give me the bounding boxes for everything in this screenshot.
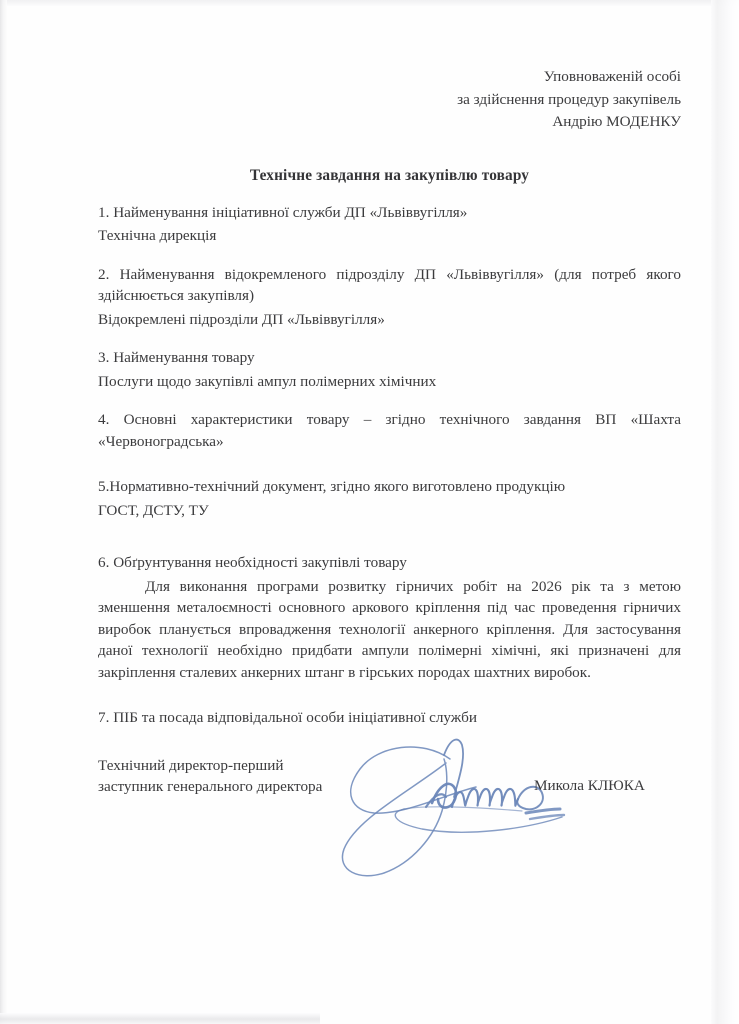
signatory-role-line-2: заступник генерального директора bbox=[98, 778, 323, 795]
section-3 bbox=[98, 347, 681, 392]
section-3-heading: 3. Найменування товару bbox=[98, 349, 255, 366]
section-6 bbox=[98, 552, 681, 683]
addressee-line-3: Андрію МОДЕНКУ bbox=[552, 113, 681, 130]
signatory-name: Микола КЛЮКА bbox=[534, 776, 645, 794]
signatory-role-line-1: Технічний директор-перший bbox=[98, 756, 284, 774]
addressee-line-1: Уповноваженій особі bbox=[543, 68, 681, 85]
section-6-heading: 6. Обґрунтування необхідності закупівлі товару bbox=[98, 554, 407, 571]
document-content bbox=[98, 0, 681, 875]
section-2 bbox=[98, 264, 681, 331]
section-1 bbox=[98, 202, 681, 247]
section-7-heading: 7. ПІБ та посада відповідальної особи ініціативної служби bbox=[98, 709, 477, 726]
section-1-heading: 1. Найменування ініціативної служби ДП «Львіввугілля» bbox=[98, 203, 468, 221]
section-4 bbox=[98, 409, 681, 452]
addressee-block bbox=[98, 66, 681, 134]
section-5 bbox=[98, 476, 681, 521]
section-5-body: ГОСТ, ДСТУ, ТУ bbox=[98, 501, 209, 519]
section-2-heading: 2. Найменування відокремленого підрозділу ДП «Львіввугілля» (для потреб якого здійснюється закупівля) bbox=[98, 265, 681, 304]
handwritten-signature-icon bbox=[326, 725, 626, 885]
scan-edge-left bbox=[0, 0, 7, 1024]
section-1-body: Технічна дирекція bbox=[98, 227, 217, 244]
page-title: Технічне завдання на закупівлю товару bbox=[249, 166, 530, 184]
section-4-heading: 4. Основні характеристики товару – згідно технічного завдання ВП «Шахта «Червоноградська» bbox=[98, 411, 681, 450]
signatory-role bbox=[98, 755, 322, 798]
section-6-body: Для виконання програми розвитку гірничих робіт на 2026 рік та з метою зменшення металоємності основного аркового кріплення під час проведення гірничих виробок планується впровадження технології анкерного кріплення. Для застосування даної технології необхідно придбати ампули полімерні хімічні, які призначені для закріплення сталевих анкерних штанг в гірських породах шахтних виробок. bbox=[98, 577, 681, 681]
section-2-body: Відокремлені підрозділи ДП «Львіввугілля» bbox=[98, 310, 385, 328]
scan-edge-bottom bbox=[0, 1013, 320, 1024]
signature-block bbox=[98, 755, 681, 875]
section-3-body: Послуги щодо закупівлі ампул полімерних хімічних bbox=[98, 372, 437, 390]
section-5-heading: 5.Нормативно-технічний документ, згідно якого виготовлено продукцію bbox=[98, 478, 566, 495]
addressee-line-2: за здійснення процедур закупівель bbox=[457, 90, 681, 108]
scan-edge-right bbox=[711, 0, 739, 1024]
section-7 bbox=[98, 707, 681, 729]
